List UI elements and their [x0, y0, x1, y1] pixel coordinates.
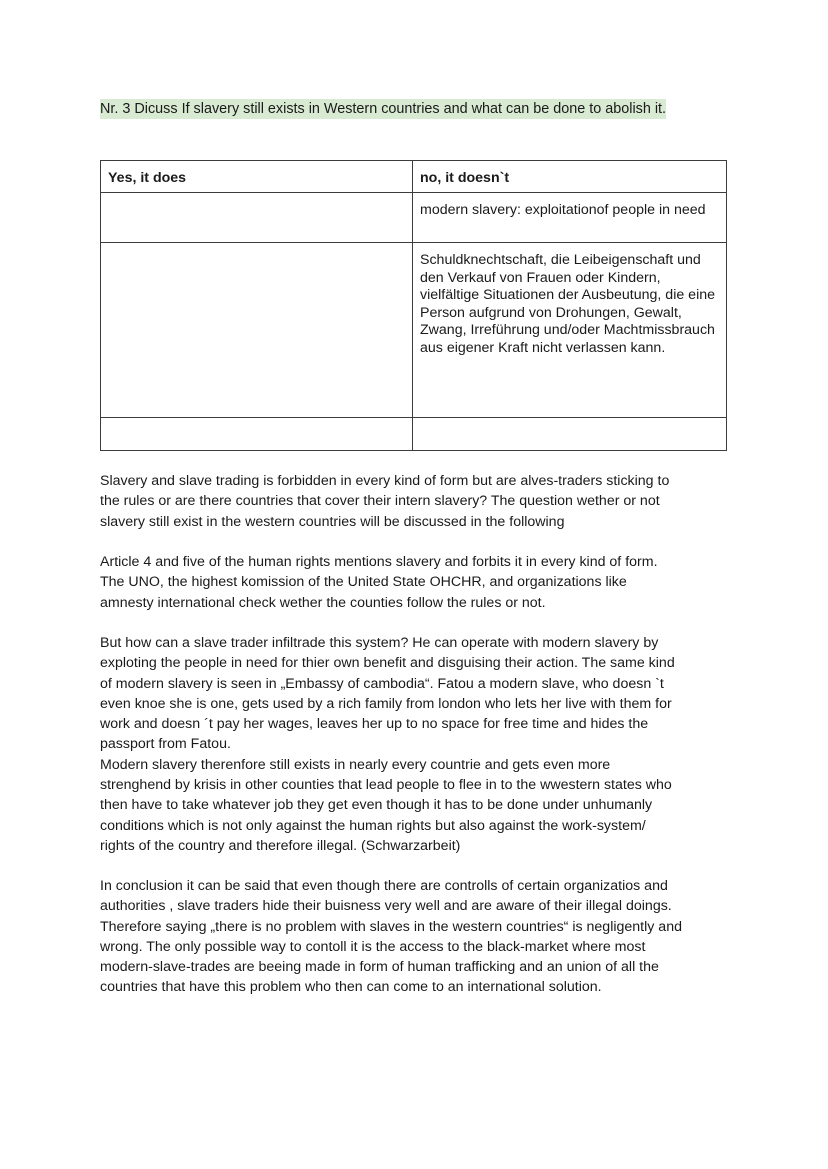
table-cell: [413, 243, 727, 418]
table-row: [101, 243, 727, 418]
table-header-row: [101, 161, 727, 193]
table-row: [101, 193, 727, 243]
paragraph-intro: Slavery and slave trading is forbidden in every kind of form but are alves-traders sticking to the rules or are there countries that cover their intern slavery? The question wether or not slavery still exist in the western countries will be discussed in the following: [100, 473, 670, 530]
pro-contra-table: [100, 160, 727, 451]
table-cell: [101, 193, 413, 243]
paragraph-article: Article 4 and five of the human rights mentions slavery and forbits it in every kind of form. The UNO, the highest komission of the United State OHCHR, and organizations like amnesty international check wether the counties follow the rules or not.: [100, 554, 658, 611]
modern-slavery-definition: modern slavery: exploitationof people in need: [420, 202, 706, 218]
german-definition: Schuldknechtschaft, die Leibeigenschaft und den Verkauf von Frauen oder Kindern, vielfältige Situationen der Ausbeutung, die eine Person aufgrund von Drohungen, Gewalt, Zwang, Irreführung und/oder Machtmissbrauch aus eigener Kraft nicht verlassen kann.: [420, 252, 715, 356]
paragraph-conclusion: In conclusion it can be said that even though there are controlls of certain organizatios and authorities , slave traders hide their buisness very well and are aware of their illegal doings. Therefore saying „there is no problem with slaves in the western countries“ is negligently and wrong. The only possible way to contoll it is the access to the black-market where most modern-slave-trades are beeing made in form of human trafficking and an union of all the countries that have this problem who then can come to an international solution.: [100, 878, 682, 996]
header-yes: Yes, it does: [101, 161, 413, 193]
table-cell: [413, 193, 727, 243]
table-cell: [101, 243, 413, 418]
table-cell: [413, 418, 727, 451]
table-cell: [101, 418, 413, 451]
paragraph-argument: But how can a slave trader infiltrade this system? He can operate with modern slavery by exploting the people in need for thier own benefit and disguising their action. The same kind of modern slavery is seen in „Embassy of cambodia“. Fatou a modern slave, who doesn `t even knoe she is one, gets used by a rich family from london who lets her live with them for work and doesn ´t pay her wages, leaves her up to no space for free time and hides the passport from Fatou. Modern slavery therenfore still exists in nearly every countrie and gets even more strenghend by krisis in other counties that lead people to flee in to the wwestern states who then have to take whatever job they get even though it has to be done under unhumanly conditions which is not only against the human rights but also against the work-system/ rights of the country and therefore illegal. (Schwarzarbeit): [100, 635, 675, 854]
table-row: [101, 418, 727, 451]
assignment-title: Nr. 3 Dicuss If slavery still exists in Western countries and what can be done to abolish it.: [100, 101, 667, 117]
header-no: no, it doesn`t: [413, 161, 727, 193]
